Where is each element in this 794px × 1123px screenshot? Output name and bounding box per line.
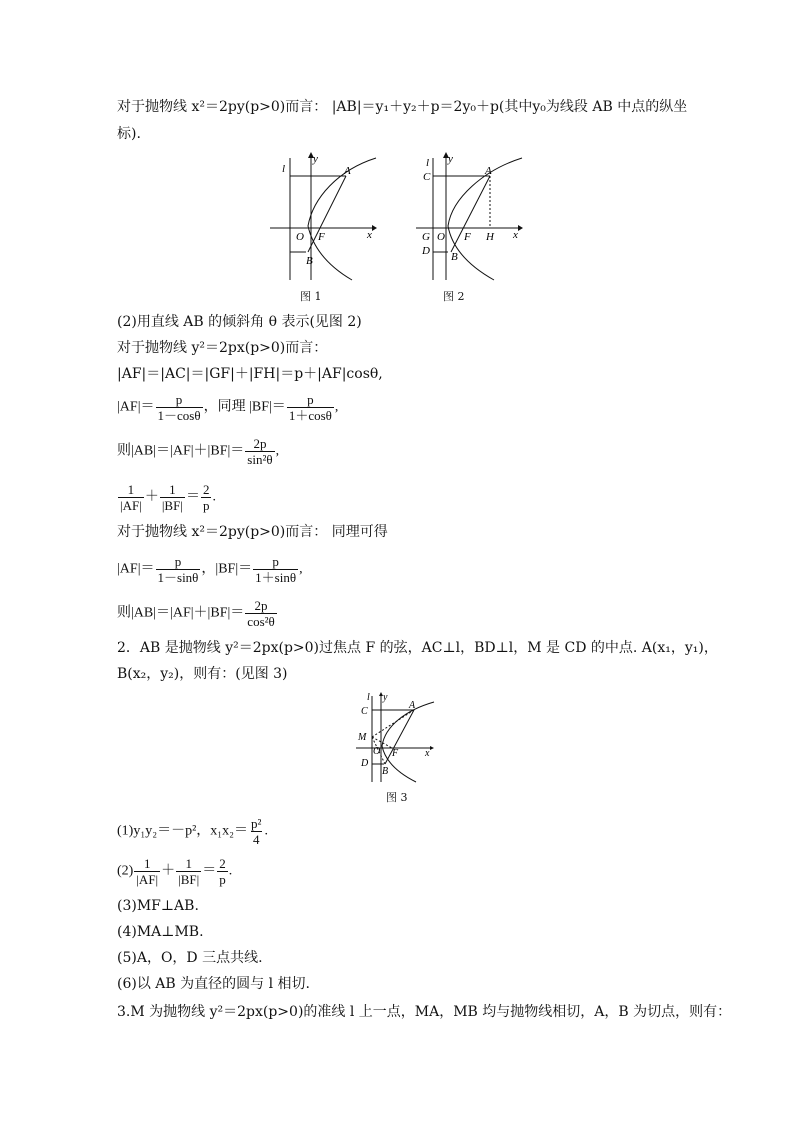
- fig2-label-x: x: [513, 229, 518, 241]
- eq-af-sin: [117, 554, 303, 585]
- fig3-label-f: F: [392, 748, 399, 759]
- frac-den: |BF|: [161, 498, 183, 513]
- fig3-label-y: y: [383, 692, 388, 703]
- plus-sign: ＋: [144, 489, 159, 505]
- frac-num: 2: [202, 482, 210, 497]
- equals-sign: ＝: [185, 489, 200, 505]
- fig1-label-x: x: [367, 229, 372, 241]
- eq-end: .: [212, 489, 216, 505]
- fraction: [201, 482, 212, 513]
- eq-af2-mid: ，|BF|＝: [201, 561, 253, 577]
- frac-den: |AF|: [136, 872, 159, 887]
- fig1-label-f: F: [318, 231, 325, 243]
- eq-ab2-lhs: 则|AB|＝|AF|＋|BF|＝: [117, 605, 245, 621]
- property-4: (4)MA⊥MB.: [117, 924, 204, 940]
- figure-3: [354, 690, 438, 786]
- fig2-label-f: F: [464, 231, 471, 243]
- fig1-label-o: O: [296, 231, 304, 243]
- frac-num: p: [175, 392, 183, 407]
- frac-den: |AF|: [120, 498, 142, 513]
- fig3-label-m: M: [358, 732, 367, 743]
- fraction: [134, 856, 160, 887]
- intro-y2-parabola: 对于抛物线 y²＝2px(p>0)而言：: [117, 340, 328, 356]
- fraction: [249, 816, 263, 847]
- plus-sign: ＋: [161, 863, 176, 879]
- fig2-label-l: l: [426, 157, 430, 169]
- frac-num: 1: [185, 856, 192, 871]
- fig1-label-y: y: [313, 153, 318, 165]
- fraction: [156, 392, 203, 423]
- fig3-label-o: O: [373, 746, 381, 757]
- fig1-label-a: A: [344, 165, 351, 177]
- prop2-end: .: [228, 863, 233, 879]
- fig3-caption: 图 3: [386, 791, 408, 804]
- eq-af-end: ,: [334, 399, 339, 415]
- fig2-label-c: C: [423, 171, 431, 183]
- eq-ab-lhs: 则|AB|＝|AF|＋|BF|＝: [117, 443, 245, 459]
- fraction: [253, 554, 298, 585]
- fig2-label-h: H: [486, 231, 494, 243]
- prop1-text: (1)y₁y₂＝－p²，x₁x₂＝: [117, 823, 249, 839]
- item-2-line-1: 2．AB 是抛物线 y²＝2px(p>0)过焦点 F 的弦，AC⊥l，BD⊥l，M 是 CD 的中点. A(x₁，y₁)，: [117, 640, 718, 656]
- fig3-label-c: C: [361, 706, 368, 717]
- section-2-heading: (2)用直线 AB 的倾斜角 θ 表示(见图 2): [117, 314, 362, 330]
- eq-reciprocal: [117, 482, 216, 513]
- fraction: [156, 554, 201, 585]
- frac-den: cos²θ: [247, 614, 275, 629]
- eq-af-cos: [117, 392, 338, 423]
- frac-den: 1＋sinθ: [255, 570, 297, 585]
- frac-den: 1－cosθ: [157, 408, 201, 423]
- figure-2: [414, 148, 526, 284]
- fig2-label-o: O: [437, 231, 445, 243]
- frac-den: |BF|: [178, 872, 200, 887]
- frac-den: p: [202, 498, 210, 513]
- fig2-label-b: B: [451, 251, 458, 263]
- prop1-end: .: [264, 823, 268, 839]
- fig1-label-l: l: [282, 163, 286, 175]
- eq-ab-end: ,: [275, 443, 280, 459]
- fig3-label-d: D: [361, 758, 369, 769]
- fraction: [217, 856, 228, 887]
- frac-den: 1－sinθ: [157, 570, 199, 585]
- property-6: (6)以 AB 为直径的圆与 l 相切.: [117, 976, 310, 992]
- fig2-label-g: G: [422, 231, 430, 243]
- eq-af-mid: ，同理 |BF|＝: [203, 399, 286, 415]
- frac-num: p: [307, 392, 314, 407]
- frac-num: 1: [127, 482, 135, 497]
- property-5: (5)A，O，D 三点共线.: [117, 950, 263, 966]
- property-2: [117, 856, 232, 887]
- frac-den: 1＋cosθ: [288, 408, 332, 423]
- eq-ab-sin: [117, 436, 279, 467]
- frac-num: p: [174, 554, 182, 569]
- text-line-1: 对于抛物线 x²＝2py(p>0)而言： |AB|＝y₁＋y₂＋p＝2y₀＋p(其中y₀为线段 AB 中点的纵坐: [117, 99, 688, 115]
- eq-ab-cos: [117, 598, 278, 629]
- fraction: [118, 482, 144, 513]
- frac-den: p: [219, 872, 226, 887]
- frac-num: 1: [143, 856, 151, 871]
- frac-num: p²: [251, 816, 262, 831]
- eq-af-expansion: |AF|＝|AC|＝|GF|＋|FH|＝p＋|AF|cosθ,: [117, 366, 383, 382]
- figure-1: [268, 148, 380, 284]
- fig1-label-b: B: [306, 255, 313, 267]
- fig1-caption: 图 1: [300, 290, 322, 303]
- frac-num: 1: [169, 482, 176, 497]
- eq-af2-lhs: |AF|＝: [117, 561, 155, 577]
- fraction: [160, 482, 185, 513]
- eq-af-lhs: |AF|＝: [117, 399, 155, 415]
- frac-num: 2p: [253, 436, 267, 451]
- fig3-label-a: A: [409, 700, 416, 711]
- property-1: [117, 816, 268, 847]
- item-2-line-2: B(x₂，y₂)，则有：(见图 3): [117, 666, 288, 682]
- fraction: [287, 392, 334, 423]
- frac-num: p: [272, 554, 279, 569]
- fraction: [245, 598, 276, 629]
- property-3: (3)MF⊥AB.: [117, 898, 199, 914]
- fig3-label-l: l: [367, 692, 370, 703]
- fig2-label-y: y: [448, 153, 453, 165]
- eq-af2-end: ,: [299, 561, 303, 577]
- frac-num: 2p: [254, 598, 268, 613]
- text-line-2: 标).: [117, 126, 141, 142]
- fig2-caption: 图 2: [443, 290, 465, 303]
- fig2-label-d: D: [422, 245, 430, 257]
- prop2-pre: (2): [117, 863, 134, 879]
- fraction: [245, 436, 274, 467]
- frac-num: 2: [219, 856, 226, 871]
- frac-den: 4: [253, 832, 260, 847]
- fig2-label-a: A: [485, 165, 492, 177]
- frac-den: sin²θ: [247, 452, 273, 467]
- fig3-label-b: B: [382, 766, 389, 777]
- equals-sign: ＝: [202, 863, 217, 879]
- fraction: [176, 856, 201, 887]
- intro-x2-parabola: 对于抛物线 x²＝2py(p>0)而言： 同理可得: [117, 524, 388, 540]
- fig3-label-x: x: [425, 748, 430, 759]
- item-3: 3.M 为抛物线 y²＝2px(p>0)的准线 l 上一点，MA，MB 均与抛物线相切，A，B 为切点，则有：: [117, 1004, 732, 1020]
